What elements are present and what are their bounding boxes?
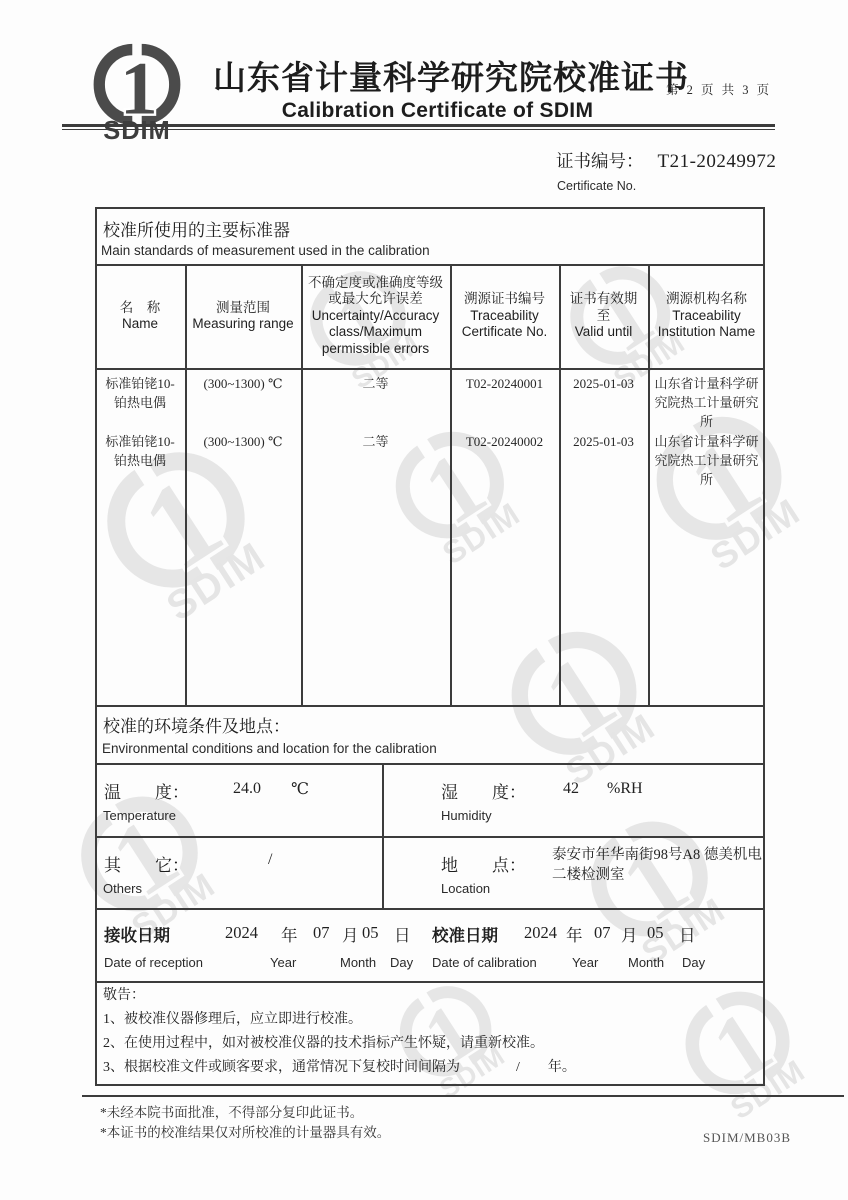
humidity-unit: %RH	[607, 780, 643, 797]
reception-date-label: 接收日期	[104, 926, 170, 945]
day-unit: 日	[679, 926, 696, 945]
table-row-cell-institution: 山东省计量科学研究院热工计量研究所	[654, 434, 759, 487]
col-header-cn: 名 称	[119, 299, 161, 315]
table-row-cell-cert-no: T02-20240001	[465, 376, 544, 391]
month-label-en: Month	[340, 955, 377, 970]
table-rule	[95, 368, 765, 370]
temperature-value: 24.0	[233, 780, 261, 797]
table-row-cell-institution: 山东省计量科学研究院热工计量研究所	[654, 376, 759, 429]
table-rule	[95, 705, 765, 707]
environment-title-en: Environmental conditions and location for the calibration	[102, 741, 437, 756]
location-label-cn: 地 点：	[441, 856, 526, 875]
day-unit: 日	[394, 926, 411, 945]
table-rule	[95, 836, 765, 838]
col-header-range	[185, 268, 301, 364]
temperature-label-en: Temperature	[103, 808, 176, 823]
table-row-cell-valid: 2025-01-03	[573, 376, 634, 391]
col-header-en: Valid until	[574, 324, 633, 340]
calibration-year-value: 2024	[524, 923, 557, 942]
certificate-number-label: 证书编号：	[556, 151, 644, 171]
col-header-cn: 溯源证书编号	[464, 291, 545, 307]
humidity-value: 42	[563, 780, 579, 797]
humidity-label-cn: 湿 度：	[441, 783, 526, 802]
table-row-cell-cert-no: T02-20240002	[465, 434, 544, 449]
humidity-label-en: Humidity	[441, 808, 492, 823]
table-row-cell-name: 标准铂铑10-铂热电偶	[105, 376, 175, 410]
month-unit: 月	[621, 926, 638, 945]
reception-day-value: 05	[362, 923, 379, 942]
col-header-name	[95, 268, 185, 364]
notice-item: 2、在使用过程中，如对被校准仪器的技术指标产生怀疑，请重新校准。	[103, 1036, 544, 1051]
col-header-cn: 测量范围	[216, 299, 270, 315]
certificate-number-label-en: Certificate No.	[557, 179, 637, 193]
calibration-date-label: 校准日期	[432, 926, 498, 945]
table-rule	[95, 908, 765, 910]
col-header-cn: 不确定度或准确度等级或最大允许误差	[308, 274, 443, 307]
month-label-en: Month	[628, 955, 665, 970]
table-row-cell-range: (300~1300) ℃	[203, 434, 283, 449]
col-header-uncertainty	[301, 268, 450, 364]
notice-item: 3、根据校准文件或顾客要求，通常情况下复校时间间隔为 / 年。	[103, 1060, 576, 1075]
page-title: 山东省计量科学研究院校准证书	[213, 61, 689, 97]
notice-item: 1、被校准仪器修理后，应立即进行校准。	[103, 1012, 362, 1027]
reception-month-value: 07	[313, 923, 330, 942]
certificate-number-value: T21-20249972	[657, 151, 777, 172]
table-rule	[95, 264, 765, 266]
col-header-cn: 溯源机构名称	[666, 291, 747, 307]
month-unit: 月	[342, 926, 359, 945]
table-rule	[95, 763, 765, 765]
standards-title-en: Main standards of measurement used in the calibration	[101, 243, 430, 258]
table-row-cell-valid: 2025-01-03	[573, 434, 634, 449]
page-subtitle: Calibration Certificate of SDIM	[281, 99, 594, 122]
calibration-day-value: 05	[647, 923, 664, 942]
env-divider-rule	[382, 763, 384, 908]
col-header-en: Uncertainty/Accuracy class/Maximum permissible errors	[311, 307, 440, 356]
location-value: 泰安市年华南街98号A8 德美机电二楼检测室	[552, 847, 762, 884]
others-label-cn: 其 它：	[104, 856, 189, 875]
others-value: /	[268, 851, 273, 868]
col-header-en: Traceability Institution Name	[657, 307, 756, 340]
header-rule-bottom	[62, 129, 775, 130]
header-rule-top	[62, 124, 775, 127]
table-row-cell-name: 标准铂铑10-铂热电偶	[105, 434, 175, 468]
col-header-cert-no	[450, 268, 559, 364]
reception-year-value: 2024	[225, 923, 258, 942]
standards-title-cn: 校准所使用的主要标准器	[103, 221, 290, 240]
footer-rule	[82, 1095, 844, 1097]
col-header-institution	[648, 268, 765, 364]
table-row-cell-range: (300~1300) ℃	[203, 376, 283, 391]
location-label-en: Location	[441, 881, 491, 896]
year-label-en: Year	[270, 955, 297, 970]
year-label-en: Year	[572, 955, 599, 970]
table-row-cell-accuracy: 二等	[362, 434, 389, 449]
col-header-valid-until	[559, 268, 648, 364]
col-header-cn: 证书有效期至	[569, 291, 638, 323]
environment-title-cn: 校准的环境条件及地点：	[103, 717, 290, 736]
col-header-en: Name	[121, 316, 158, 331]
col-header-en: Traceability Certificate No.	[461, 307, 548, 340]
col-header-en: Measuring range	[192, 316, 294, 331]
table-rule	[95, 981, 765, 983]
form-code: SDIM/MB03B	[703, 1130, 792, 1145]
year-unit: 年	[566, 926, 583, 945]
notice-title: 敬告：	[103, 988, 145, 1003]
sdim-logo	[85, 42, 189, 142]
footer-note: *本证书的校准结果仅对所校准的计量器具有效。	[100, 1125, 391, 1140]
reception-date-label-en: Date of reception	[104, 955, 204, 970]
year-unit: 年	[281, 926, 298, 945]
calibration-month-value: 07	[594, 923, 611, 942]
certificate-number-line	[556, 148, 776, 173]
temperature-label-cn: 温 度：	[104, 783, 189, 802]
day-label-en: Day	[390, 955, 414, 970]
day-label-en: Day	[682, 955, 706, 970]
page-number: 第 2 页 共 3 页	[666, 83, 772, 97]
calibration-date-label-en: Date of calibration	[432, 955, 537, 970]
others-label-en: Others	[103, 881, 143, 896]
footer-note: *未经本院书面批准，不得部分复印此证书。	[100, 1105, 364, 1120]
temperature-unit: ℃	[291, 781, 309, 798]
table-row-cell-accuracy: 二等	[362, 376, 389, 391]
